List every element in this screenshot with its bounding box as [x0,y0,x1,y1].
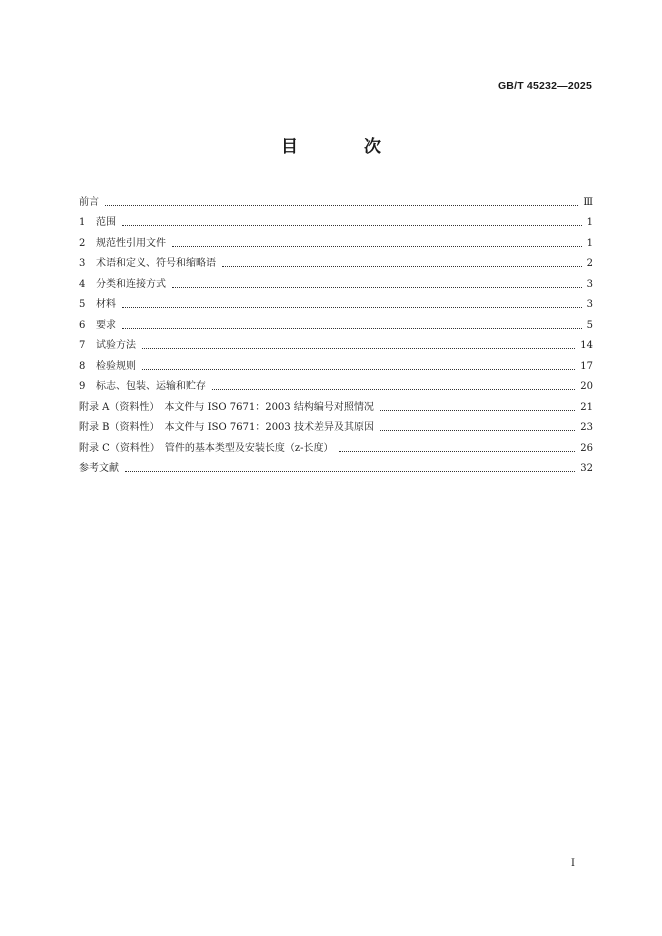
toc-page-number: 2 [586,258,593,269]
toc-leader-dots [122,224,582,226]
toc-page-number: 5 [586,319,593,331]
toc-entry-classification[interactable] [79,270,593,291]
toc-entry-inspection-rules[interactable] [79,352,593,373]
toc-page-number: 20 [580,381,593,392]
toc-page-number: 3 [586,278,593,290]
standard-code: GB/T 45232—2025 [497,80,592,92]
toc-leader-dots [105,204,578,206]
toc-page-number: 1 [586,217,593,228]
toc-entry-label: 参考文献 [79,463,119,474]
toc-entry-label: 1 范围 [79,217,116,228]
toc-entry-marking-packaging[interactable] [79,373,593,394]
toc-page-number: Ⅲ [583,196,593,208]
footer-page-number: Ⅰ [571,858,575,869]
toc-page-number: 1 [586,237,593,249]
toc-entry-annex-c[interactable] [79,434,593,455]
toc-leader-dots [339,450,575,452]
toc-page-number: 17 [580,360,593,372]
toc-entry-label: 附录 A（资料性） 本文件与 ISO 7671：2003 结构编号对照情况 [79,401,374,413]
toc-entry-label: 附录 B（资料性） 本文件与 ISO 7671：2003 技术差异及其原因 [79,422,374,433]
toc-leader-dots [380,409,575,411]
toc-page-number: 23 [580,422,593,433]
toc-leader-dots [212,388,575,390]
toc-leader-dots [172,286,582,288]
toc-entry-label: 3 术语和定义、符号和缩略语 [79,258,216,269]
toc-leader-dots [172,245,582,247]
toc-entry-label: 8 检验规则 [79,360,136,372]
toc-leader-dots [222,265,582,267]
toc-leader-dots [380,429,575,431]
toc-entry-label: 4 分类和连接方式 [79,278,166,290]
toc-entry-annex-a[interactable] [79,393,593,414]
toc-entry-label: 7 试验方法 [79,340,136,351]
toc-page-number: 21 [580,401,593,413]
toc-entry-terms-definitions[interactable] [79,250,593,271]
toc-entry-label: 附录 C（资料性） 管件的基本类型及安装长度（z-长度） [79,442,334,454]
toc-leader-dots [122,327,582,329]
toc-entry-requirements[interactable] [79,311,593,332]
toc-entry-test-methods[interactable] [79,332,593,353]
toc-entry-annex-b[interactable] [79,414,593,435]
toc-page-number: 3 [586,299,593,310]
toc-entry-foreword[interactable] [79,188,593,209]
toc-entry-label: 9 标志、包装、运输和贮存 [79,381,206,392]
toc-page-number: 32 [580,463,593,474]
toc-entry-normative-references[interactable] [79,229,593,250]
toc-page-number: 14 [580,340,593,351]
toc-entry-materials[interactable] [79,291,593,312]
table-of-contents [79,188,593,475]
toc-entry-label: 2 规范性引用文件 [79,237,166,249]
toc-entry-scope[interactable] [79,209,593,230]
page-title: 目 次 [281,137,411,157]
toc-entry-label: 6 要求 [79,319,116,331]
toc-entry-label: 5 材料 [79,299,116,310]
toc-page-number: 26 [580,442,593,454]
toc-entry-label: 前言 [79,196,99,208]
toc-leader-dots [142,368,575,370]
toc-entry-bibliography[interactable] [79,455,593,476]
toc-leader-dots [122,306,582,308]
toc-leader-dots [125,470,575,472]
toc-leader-dots [142,347,575,349]
